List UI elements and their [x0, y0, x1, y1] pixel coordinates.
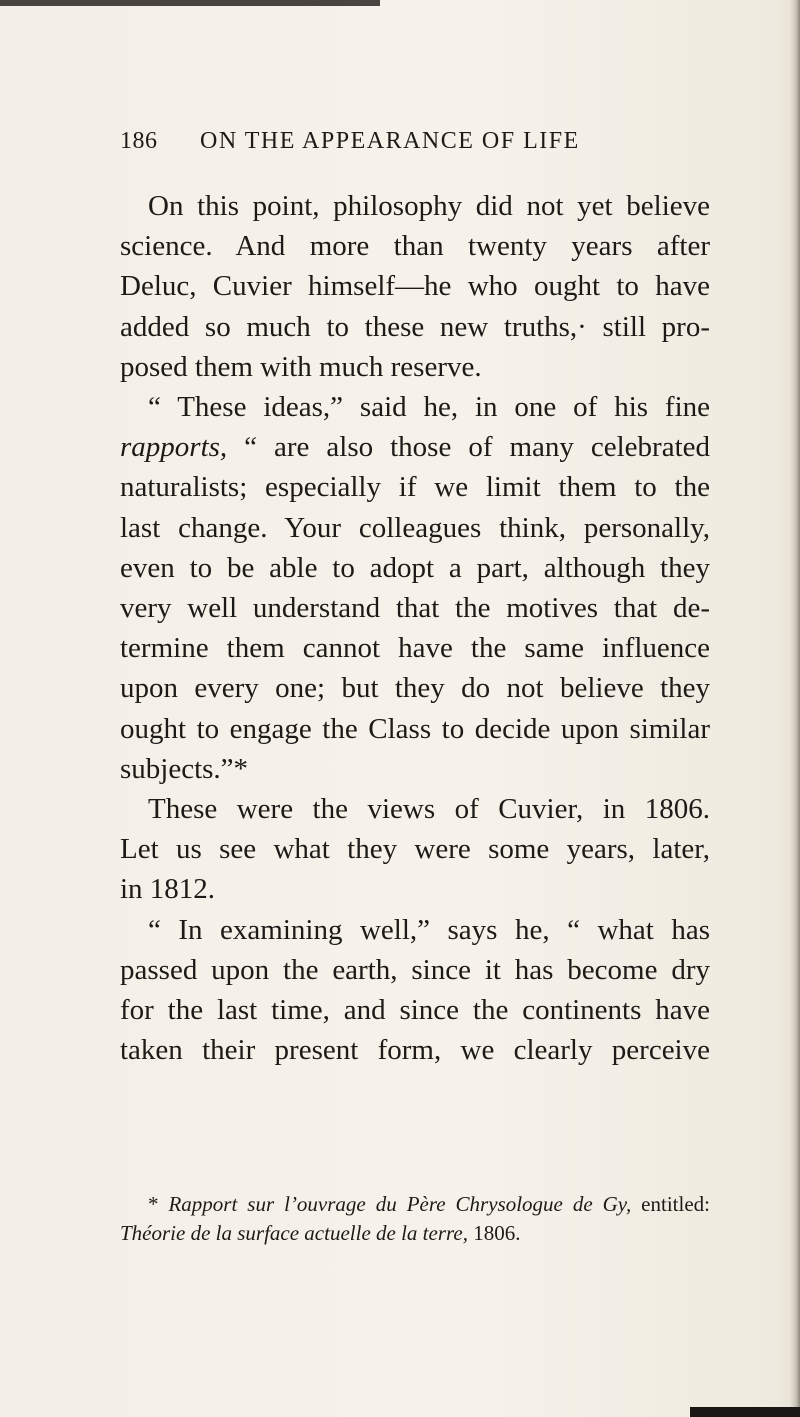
footnote-italic-title: Rapport sur l’ouvrage du Père Chrysologue de Gy,	[168, 1192, 632, 1216]
text-line: for the last time, and since the continents have	[120, 994, 710, 1027]
footnote	[120, 1190, 710, 1248]
text-line: even to be able to adopt a part, although they	[120, 551, 710, 584]
footnote-line	[120, 1190, 710, 1219]
text-line: On this point, philosophy did not yet believe	[148, 190, 710, 222]
footnote-year: 1806.	[467, 1221, 521, 1245]
text-line: “ In examining well,” says he, “ what has	[148, 913, 710, 946]
text-line: ought to engage the Class to decide upon similar	[120, 712, 710, 745]
text-line: posed them with much reserve.	[120, 350, 482, 383]
bottom-edge-rule	[690, 1407, 800, 1417]
text-line: very well understand that the motives that de-	[120, 592, 710, 625]
running-header	[120, 128, 720, 155]
footnote-line	[120, 1219, 710, 1248]
text-line: Let us see what they were some years, later,	[120, 833, 710, 866]
body-text	[120, 186, 710, 1070]
text-line: subjects.”*	[120, 752, 249, 785]
text-line: naturalists; especially if we limit them to the	[120, 471, 710, 504]
footnote-marker: *	[148, 1192, 159, 1216]
running-title: ON THE APPEARANCE OF LIFE	[200, 128, 580, 154]
italic-rapports: rapports,	[120, 431, 228, 464]
text-line: passed upon the earth, since it has become dry	[120, 953, 710, 986]
footnote-italic-subtitle: Théorie de la surface actuelle de la terre,	[120, 1221, 468, 1245]
top-edge-rule	[0, 0, 380, 6]
text-line: last change. Your colleagues think, personally,	[120, 511, 710, 544]
text-line: termine them cannot have the same influence	[120, 632, 710, 665]
text-fragment: “ are also those of many celebrated	[244, 431, 711, 464]
footnote-text: entitled:	[631, 1192, 710, 1216]
page-edge-shadow	[790, 0, 800, 1417]
text-line: added so much to these new truths,· still pro-	[120, 310, 710, 343]
text-line: taken their present form, we clearly perceive	[120, 1034, 710, 1067]
text-line: science. And more than twenty years after	[120, 230, 710, 263]
text-line: These were the views of Cuvier, in 1806.	[148, 793, 710, 826]
text-line: in 1812.	[120, 873, 216, 906]
page-number: 186	[120, 128, 158, 154]
text-line: upon every one; but they do not believe they	[120, 672, 710, 705]
text-line: Deluc, Cuvier himself—he who ought to have	[120, 270, 710, 303]
text-line: “ These ideas,” said he, in one of his fine	[148, 391, 710, 424]
text-line-with-italic	[120, 427, 710, 467]
